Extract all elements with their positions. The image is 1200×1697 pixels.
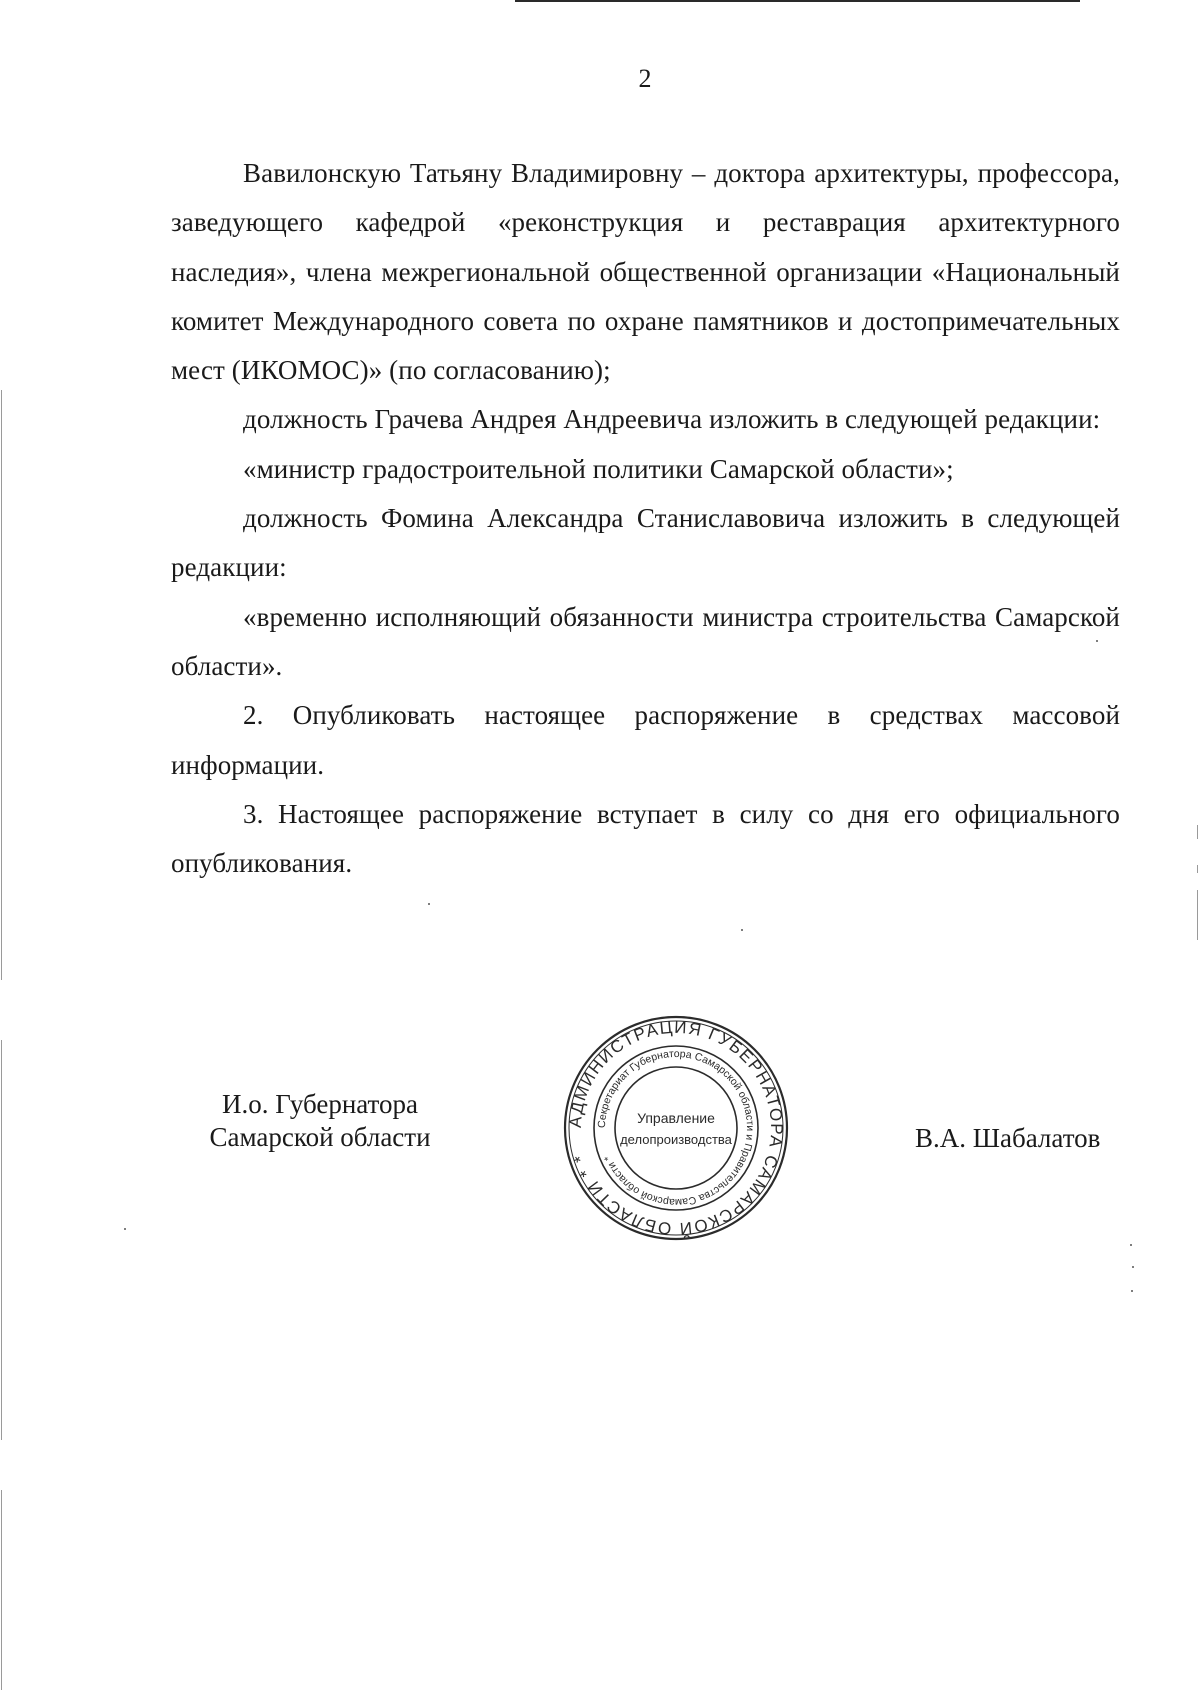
seal-center-line1: Управление xyxy=(637,1110,715,1126)
scan-speck xyxy=(124,1228,126,1230)
scan-speck xyxy=(741,929,743,931)
signer-position-line2: Самарской области xyxy=(209,1122,431,1152)
page-number: 2 xyxy=(638,64,652,93)
paragraph-fomin-position: должность Фомина Александра Станиславовича изложить в следующей редакции: xyxy=(171,503,1120,583)
signer-name: В.А. Шабалатов xyxy=(915,1123,1101,1153)
scan-speck xyxy=(428,903,430,905)
scan-edge-mark xyxy=(1197,890,1198,940)
scan-edge-mark xyxy=(1,1490,2,1690)
paragraph-vavilonskaya: Вавилонскую Татьяну Владимировну – доктора архитектуры, профессора, заведующего кафедрой «реконструкция и реставрация архитектурного наследия», члена межрегиональной общественной организации «Национальный комитет Международного совета по охране памятников и достопримечательных мест (ИКОМОС)» (по согласованию); xyxy=(171,158,1120,386)
signer-position-line1: И.о. Губернатора xyxy=(221,1089,418,1119)
paragraph-item-2: 2. Опубликовать настоящее распоряжение в средствах массовой информации. xyxy=(171,700,1120,780)
scan-edge-mark xyxy=(1,390,2,980)
paragraph-grachev-title: «министр градостроительной политики Самарской области»; xyxy=(243,453,954,484)
scan-speck xyxy=(1132,1266,1134,1268)
paragraph-grachev-position: должность Грачева Андрея Андреевича изложить в следующей редакции: xyxy=(243,404,1101,435)
document-body xyxy=(171,149,1120,888)
scan-edge-mark xyxy=(1197,825,1198,839)
scan-edge-mark xyxy=(1197,865,1198,873)
top-scan-rule xyxy=(515,0,1080,2)
scan-speck xyxy=(1130,1244,1132,1246)
seal-inner-text: Секретариат Губернатора Самарской области и Правительства Самарской области * xyxy=(595,1047,757,1209)
seal-outer-text: АДМИНИСТРАЦИЯ ГУБЕРНАТОРА САМАРСКОЙ ОБЛАСТИ * * xyxy=(565,1017,787,1239)
paragraph-item-3: 3. Настоящее распоряжение вступает в силу со дня его официального опубликования. xyxy=(171,798,1120,879)
scan-edge-mark xyxy=(1,1040,2,1440)
seal-center-line2: делопроизводства xyxy=(620,1132,732,1147)
paragraph-fomin-title: «временно исполняющий обязанности министра строительства Самарской области». xyxy=(171,601,1120,681)
official-seal xyxy=(562,1014,790,1242)
scan-speck xyxy=(1131,1290,1133,1292)
signer-position xyxy=(195,1088,445,1154)
